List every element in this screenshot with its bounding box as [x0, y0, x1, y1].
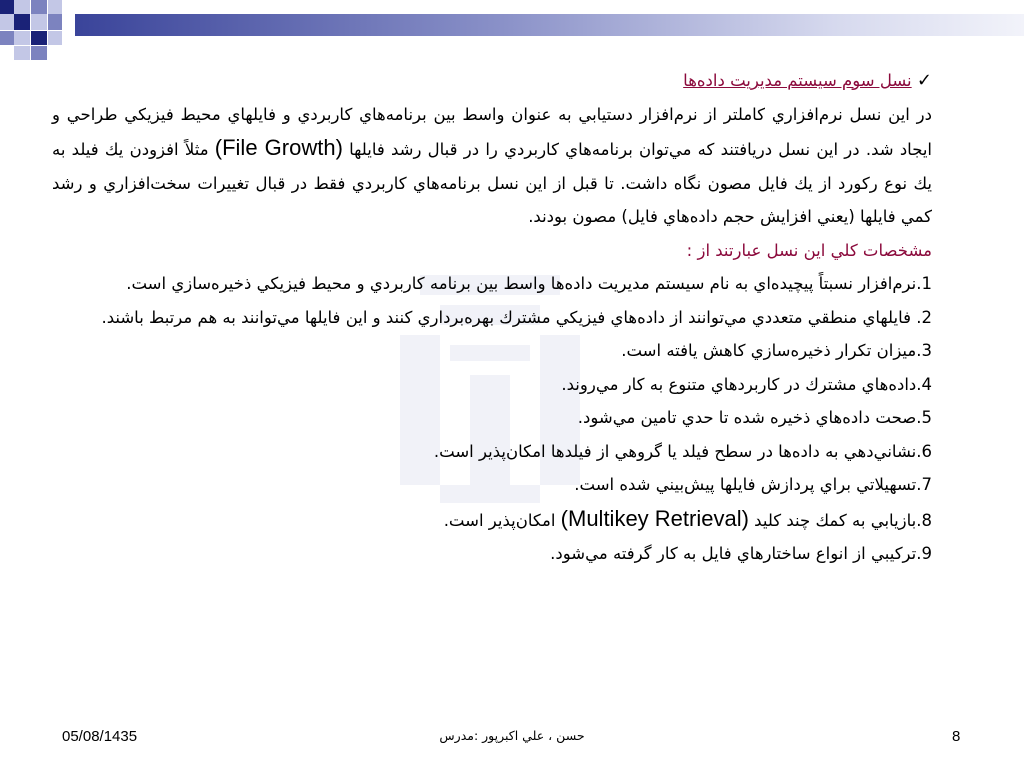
footer-author: حسن ، علي اكبرپور :مدرس: [439, 728, 585, 743]
checkmark-icon: ✓: [916, 70, 932, 91]
multikey-term: (Multikey Retrieval): [560, 505, 749, 531]
item8-text-a: 8.بازيابي به كمك چند كليد: [748, 510, 932, 530]
footer-date: 05/08/1435: [62, 728, 138, 745]
list-item: 5.صحت داده‌هاي ذخيره شده تا حدي تامين مي‌شود.: [577, 408, 932, 427]
intro-paragraph: [52, 98, 932, 234]
file-growth-term: (File Growth): [214, 135, 343, 160]
page-number: 8: [952, 728, 961, 745]
features-title: مشخصات كلي اين نسل عبارتند از :: [686, 240, 932, 260]
list-item: 6.نشاني‌دهي به داده‌ها در سطح فيلد يا گروهي از فيلدها امكان‌پذير است.: [433, 441, 932, 461]
list-item: 2. فايلهاي منطقي متعددي مي‌توانند از داده‌هاي فيزيكي مشترك بهره‌برداري كنند و اين فايلها مي‌توانند به هم مرتبط باشند.: [101, 307, 932, 327]
list-item: 7.تسهيلاتي براي پردازش فايلها پيش‌بيني شده است.: [574, 475, 932, 494]
list-item: 9.تركيبي از انواع ساختارهاي فايل به كار گرفته مي‌شود.: [550, 544, 932, 563]
heading-text: نسل سوم سيستم مديريت داده‌ها: [683, 71, 912, 90]
item8-text-b: امكان‌پذير است.: [443, 510, 561, 530]
intro-text-b: مثلاً افزودن يك فيلد به يك نوع ركورد از يك فايل مصون نگاه داشت. تا قبل از اين نسل برنامه‌هاي كاربردي فقط در قبال تغييرات سخت‌افزاري و رشد كمي فايلها (يعني افزايش حجم داده‌هاي فايل) مصون بودند.: [52, 140, 932, 226]
slide-content: [52, 64, 932, 571]
title-bar-gradient: [75, 14, 1024, 36]
list-item-8: [52, 502, 932, 538]
slide-heading: [52, 64, 932, 98]
intro-text-a: در اين نسل نرم‌افزاري كاملتر از نرم‌افزار دستيابي به عنوان واسط بين برنامه‌هاي كاربردي و فايلهاي محيط فيزيكي طراحي و ايجاد شد. در اين نسل دريافتند كه مي‌توان برنامه‌هاي كاربردي را در قبال رشد فايلها: [52, 104, 933, 159]
list-item: 3.ميزان تكرار ذخيره‌سازي كاهش يافته است.: [621, 341, 932, 360]
list-item: 4.داده‌هاي مشترك در كاربردهاي متنوع به كار مي‌روند.: [561, 374, 932, 394]
list-item: 1.نرم‌افزار نسبتاً پيچيده‌اي به نام سيستم مديريت داده‌ها واسط بين برنامه كاربردي و محيط فيزيكي ذخيره‌سازي است.: [126, 274, 932, 293]
